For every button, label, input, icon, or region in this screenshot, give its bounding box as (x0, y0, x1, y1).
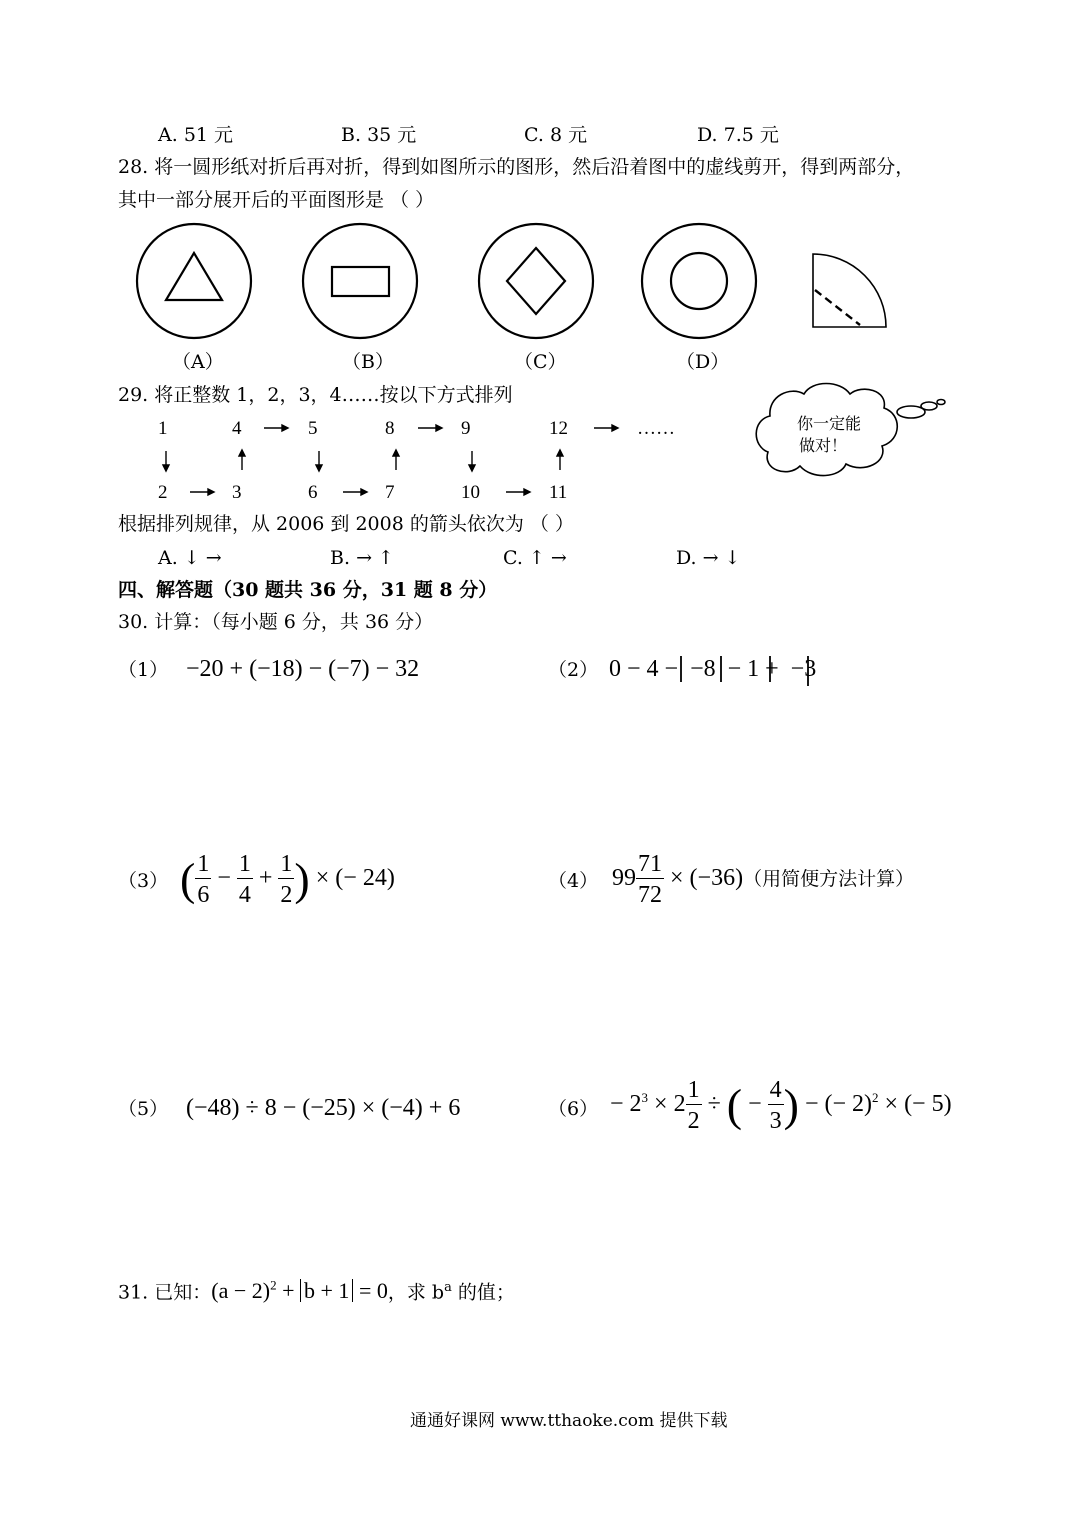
q31-stem (118, 1279, 515, 1302)
q30-label-2: （2） (548, 659, 599, 681)
q29-number: 3 (232, 482, 242, 503)
q29-number: 12 (549, 418, 568, 439)
q28-folded-paper (813, 254, 886, 327)
q28-stem-line2: 其中一部分展开后的平面图形是 （ ） (118, 189, 435, 211)
q29-number: 6 (308, 482, 318, 503)
q30-problem-6: − $2^3 \times 2$ $\frac{1}{2}$ ÷ ( − $\frac{4}{3}$ ) − (− 2)$^2$ × (− 5) (610, 1077, 952, 1134)
q29-number: 10 (461, 482, 480, 503)
q30-problem-5: (−48) ÷ 8 − (−25) × (−4) + 6 (186, 1095, 461, 1121)
q28-figure-a (137, 224, 251, 338)
q29-number: 7 (385, 482, 395, 503)
q29-bubble-text-2: 做对！ (799, 436, 848, 455)
q27-option-c: C. 8 元 (524, 124, 588, 146)
q29-question: 根据排列规律，从 2006 到 2008 的箭头依次为 （ ） (118, 513, 574, 535)
q31-tail-end: 的值； (451, 1281, 515, 1304)
q28-label-d: （D） (676, 351, 730, 373)
q29-bubble-text-1: 你一定能 (797, 414, 862, 433)
q28-figure-d (642, 224, 756, 338)
q29-option-d: D. → ↓ (676, 547, 741, 569)
q30-label-6: （6） (548, 1098, 599, 1120)
q31-label: 31. 已知： (118, 1281, 212, 1304)
q30-label-5: （5） (118, 1098, 169, 1120)
q29-number: 1 (158, 418, 168, 439)
q29-number: 4 (232, 418, 242, 439)
q28-label-b: （B） (342, 351, 394, 373)
q30-label-3: （3） (118, 870, 169, 892)
section-4-title: 四、解答题（30 题共 36 分，31 题 8 分） (118, 579, 498, 601)
q29-ellipsis: …… (637, 418, 675, 439)
q30-problem-1: −20 + (−18) − (−7) − 32 (186, 656, 420, 682)
q30-stem: 30. 计算：（每小题 6 分，共 36 分） (118, 611, 434, 633)
q28-label-c: （C） (514, 351, 567, 373)
q27-option-a: A. 51 元 (158, 124, 234, 146)
q30-problem-3: ( $\frac{1}{6}$ − $\frac{1}{4}$ + $\frac{1}{2}$ ) × (− 24) (180, 851, 395, 908)
q31-exponent: a (444, 1280, 452, 1295)
q29-number: 2 (158, 482, 168, 503)
footer-text: 通通好课网 www.tthaoke.com 提供下载 (410, 1411, 728, 1431)
q30-label-1: （1） (118, 659, 169, 681)
q29-number: 5 (308, 418, 318, 439)
q29-option-a: A. ↓ → (158, 547, 222, 569)
q29-stem: 29. 将正整数 1，2，3，4……按以下方式排列 (118, 384, 513, 406)
q31-tail: ，求 b (387, 1281, 445, 1304)
q29-option-b: B. → ↑ (330, 547, 394, 569)
q28-figure-b (303, 224, 417, 338)
q27-option-b: B. 35 元 (341, 124, 417, 146)
q28-label-a: （A） (172, 351, 224, 373)
q30-problem-4: 99 $\frac{71}{72}$ × (−36)（用简便方法计算） (612, 851, 915, 908)
q27-option-d: D. 7.5 元 (697, 124, 779, 146)
q31-equation: $(a - 2)^2 + b + 1 = 0$ (211, 1278, 388, 1304)
q28-figure-c (479, 224, 593, 338)
q29-number: 9 (461, 418, 471, 439)
q29-number: 8 (385, 418, 395, 439)
q30-label-4: （4） (548, 870, 599, 892)
q30-problem-2: 0 − 4 − −8 − 1 + −3 (609, 656, 817, 682)
q29-option-c: C. ↑ → (503, 547, 567, 569)
q28-stem-line1: 28. 将一圆形纸对折后再对折，得到如图所示的图形，然后沿着图中的虚线剪开，得到两部分， (118, 156, 915, 178)
q30-p4-note: （用简便方法计算） (743, 868, 915, 891)
q29-number: 11 (549, 482, 568, 503)
